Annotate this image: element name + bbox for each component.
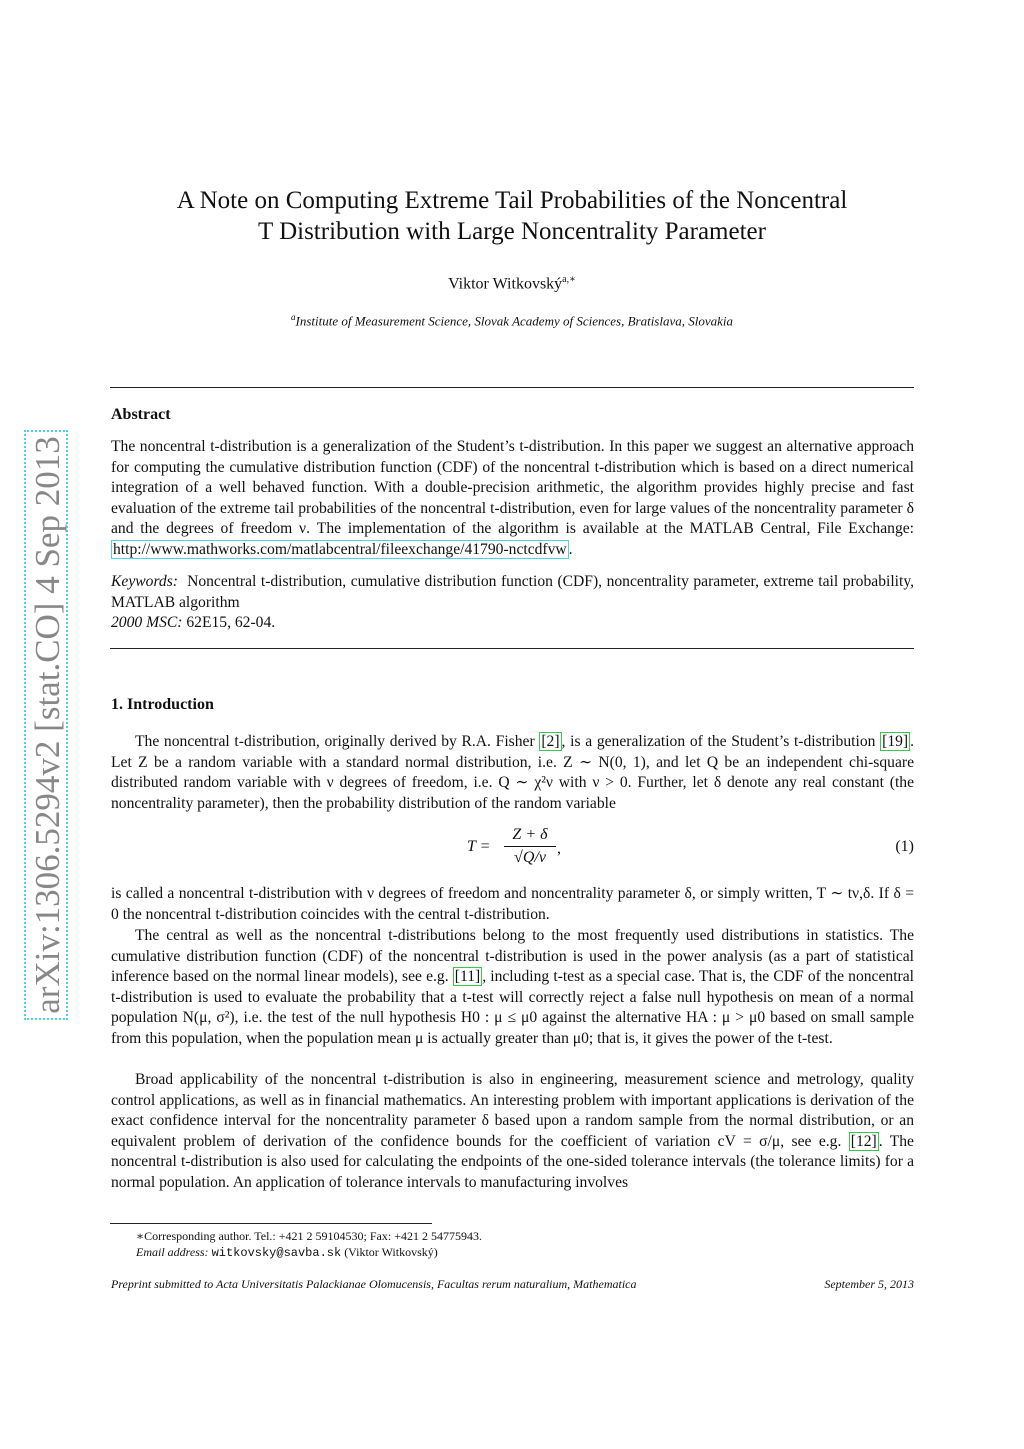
paper-title	[0, 185, 1024, 247]
footnote-corresponding: ∗Corresponding author. Tel.: +421 2 59104530; Fax: +421 2 54775943.	[136, 1229, 482, 1243]
intro-p3-part-b: , including t-test as a special case. That is, the CDF of the noncentral t-distribution is used to evaluate the probability that a t-test will correctly reject a false null hypothesis on mean of a normal population N(μ, σ²), i.e. the test of the null hypothesis H0 : μ ≤ μ0 against the alternative HA : μ > μ0 based on small sample from this population, when the population mean μ is actually greater than μ0; that is, it gives the power of the t-test.	[111, 968, 914, 1047]
email-address[interactable]: witkovsky@savba.sk	[211, 1246, 342, 1260]
fraction-bar	[504, 846, 556, 847]
abstract-text: The noncentral t-distribution is a generalization of the Student’s t-distribution. In this paper we suggest an alternative approach for computing the cumulative distribution function (CDF) of the noncentral t-distribution which is based on a direct numerical integration of a well behaved function. With a double-precision arithmetic, the algorithm provides highly precise and fast evaluation of the extreme tail probabilities of the noncentral t-distribution, even for large values of the noncentrality parameter δ and the degrees of freedom ν. The implementation of the algorithm is available at the MATLAB Central, File Exchange:	[111, 438, 914, 538]
intro-heading: 1. Introduction	[111, 696, 214, 713]
abstract-heading: Abstract	[111, 406, 171, 423]
top-divider	[110, 387, 914, 388]
equation-fraction	[504, 826, 556, 867]
equation-denominator: √Q/ν	[514, 849, 546, 866]
keywords-block	[111, 572, 914, 634]
footer-date: September 5, 2013	[824, 1277, 914, 1291]
citation-12[interactable]: [12]	[850, 1132, 877, 1150]
citation-2[interactable]: [2]	[541, 733, 560, 750]
intro-p1-part-b: , is a generalization of the Student’s t-distribution	[561, 733, 876, 750]
citation-11[interactable]: [11]	[454, 968, 481, 986]
email-author-name: (Viktor Witkovský)	[344, 1245, 438, 1259]
footnote-email	[136, 1245, 438, 1260]
intro-p1-part-a: The noncentral t-distribution, originally derived by R.A. Fisher	[135, 733, 535, 750]
intro-paragraph-3	[111, 926, 914, 1050]
matlab-link[interactable]: http://www.mathworks.com/matlabcentral/fileexchange/41790-nctcdfvw	[113, 540, 567, 558]
equation-1	[111, 826, 914, 870]
intro-p1-part-c: . Let Z be a random variable with a standard normal distribution, i.e. Z ∼ N(0, 1), and let Q be an independent chi-square distributed random variable with ν degrees of freedom, i.e. Q ∼ χ²ν with ν > 0. Further, let δ denote any real constant (the noncentrality parameter), then the probability distribution of the random variable	[111, 733, 915, 812]
email-label: Email address:	[136, 1245, 209, 1259]
author-marks: a,∗	[562, 274, 576, 285]
msc-text: 62E15, 62-04.	[186, 614, 276, 632]
equation-comma: ,	[557, 840, 561, 857]
arxiv-identifier[interactable]: arXiv:1306.5294v2 [stat.CO] 4 Sep 2013	[24, 430, 68, 1020]
intro-paragraph-1	[111, 732, 914, 814]
equation-numerator: Z + δ	[512, 826, 548, 843]
affiliation-text: Institute of Measurement Science, Slovak Academy of Sciences, Bratislava, Slovakia	[295, 313, 734, 329]
title-line-1: A Note on Computing Extreme Tail Probabilities of the Noncentral	[176, 187, 848, 214]
title-line-2: T Distribution with Large Noncentrality Parameter	[258, 218, 766, 245]
bottom-divider	[110, 648, 914, 649]
intro-p4-part-b: . The noncentral t-distribution is also used for calculating the endpoints of the one-sided tolerance intervals (the tolerance limits) for a normal population. An application of tolerance intervals to manufacturing involves	[111, 1132, 914, 1191]
intro-paragraph-2: is called a noncentral t-distribution with ν degrees of freedom and noncentrality parameter δ, or simply written, T ∼ tν,δ. If δ = 0 the noncentral t-distribution coincides with the central t-distribution.	[111, 885, 914, 923]
keywords-label: Keywords:	[111, 573, 178, 590]
msc-label: 2000 MSC:	[111, 614, 183, 632]
equation-number: (1)	[895, 838, 914, 855]
abstract-tail: .	[568, 540, 573, 558]
citation-19[interactable]: [19]	[882, 733, 909, 750]
intro-p3-part-a: The central as well as the noncentral t-distributions belong to the most frequently used distributions in statistics. The cumulative distribution function (CDF) of the noncentral t-distribution is used in the power analysis (as a part of statistical inference based on the normal linear models), see e.g.	[111, 927, 914, 986]
footer-submission: Preprint submitted to Acta Universitatis Palackianae Olomucensis, Facultas rerum naturalium, Mathematica	[111, 1277, 637, 1291]
equation-lhs: T =	[467, 838, 491, 855]
intro-p4-part-a: Broad applicability of the noncentral t-distribution is also in engineering, measurement science and metrology, quality control applications, as well as in financial mathematics. An interesting problem with important applications is derivation of the exact confidence interval for the noncentrality parameter δ based upon a random sample from the normal distribution, or an equivalent problem of derivation of the confidence bounds for the coefficient of variation cV = σ/μ, see e.g.	[111, 1071, 914, 1150]
footnote-rule	[110, 1223, 432, 1224]
author-name: Viktor Witkovský	[448, 275, 563, 293]
author-line	[0, 274, 1024, 293]
keywords-text: Noncentral t-distribution, cumulative distribution function (CDF), noncentrality parameter, extreme tail probability, MATLAB algorithm	[111, 573, 915, 611]
abstract-body	[111, 437, 914, 561]
affiliation-mark: a	[290, 312, 296, 322]
affiliation	[0, 312, 1024, 329]
arxiv-stamp-wrapper	[22, 430, 70, 1020]
intro-paragraph-4	[111, 1070, 914, 1194]
